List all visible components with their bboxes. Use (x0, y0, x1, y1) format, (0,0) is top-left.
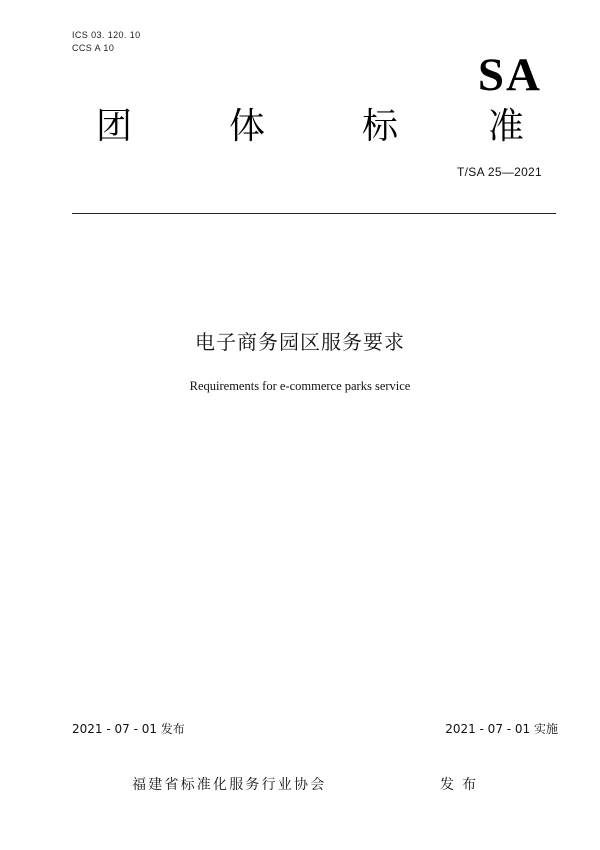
publish-date: 2021 - 07 - 01 发布 (72, 722, 185, 736)
sa-logo: SA (477, 49, 542, 101)
standard-number: T/SA 25—2021 (457, 165, 542, 179)
issue-label: 发布 (440, 777, 484, 793)
classification-codes (72, 29, 141, 55)
standard-type-char-2: 体 (229, 106, 266, 147)
implement-date: 2021 - 07 - 01 实施 (445, 722, 558, 736)
document-title-en: Requirements for e-commerce parks service (189, 379, 411, 393)
ics-code: ICS 03. 120. 10 (72, 30, 141, 40)
standard-type-char-4: 准 (488, 106, 525, 147)
standard-type-char-1: 团 (96, 106, 133, 147)
document-title-cn: 电子商务园区服务要求 (195, 330, 405, 354)
header-divider (72, 213, 556, 214)
issuing-organization: 福建省标准化服务行业协会 (132, 777, 327, 793)
ccs-code: CCS A 10 (72, 43, 115, 53)
standard-type-heading (86, 103, 538, 151)
standard-type-char-3: 标 (362, 106, 399, 147)
